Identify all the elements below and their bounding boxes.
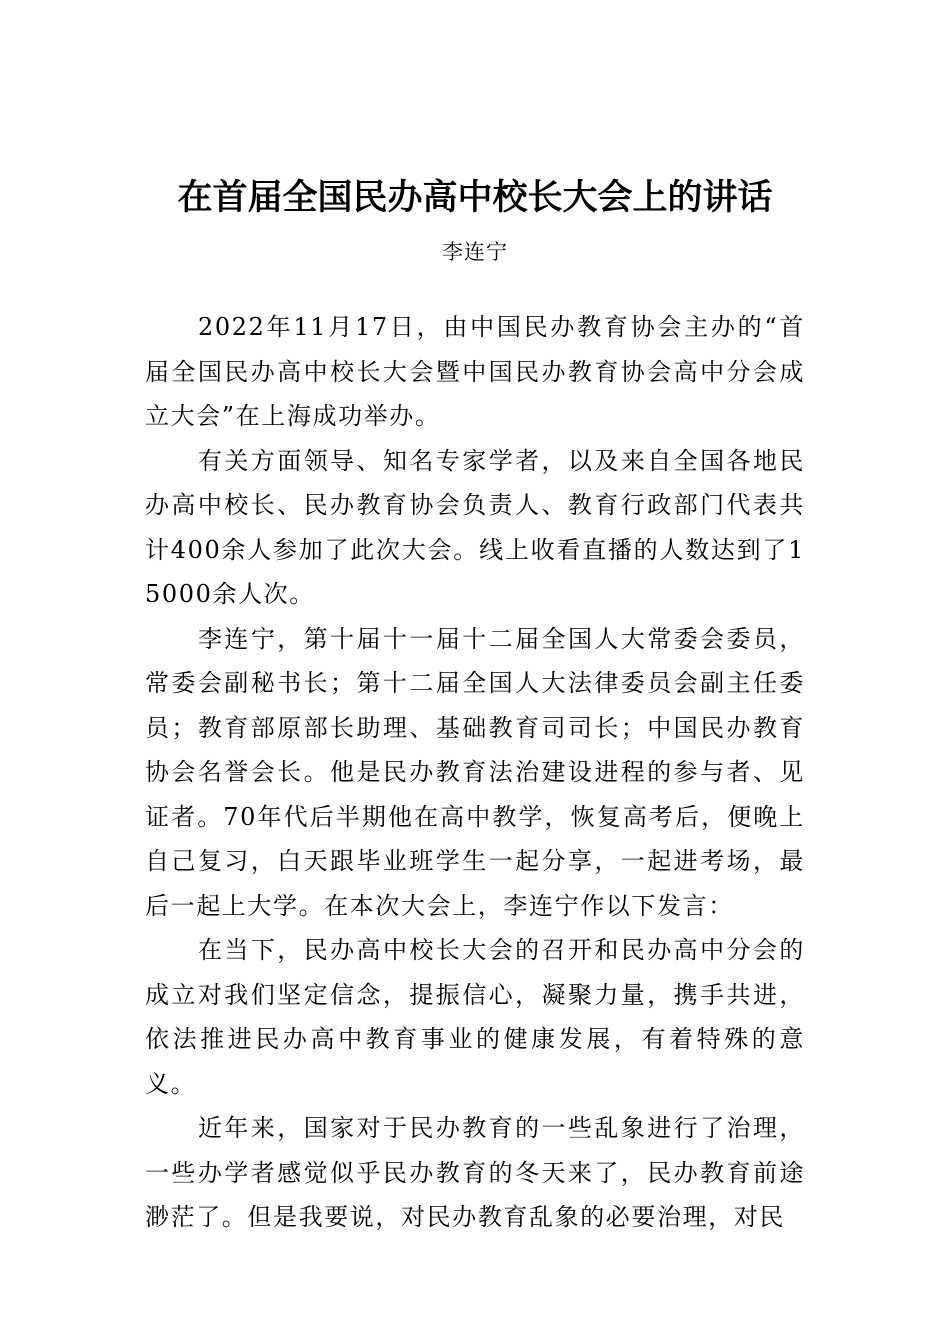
document-title: 在首届全国民办高中校长大会上的讲话 bbox=[177, 177, 773, 218]
paragraph-1: 2022年11月17日，由中国民办教育协会主办的“首届全国民办高中校长大会暨中国民办教育协会高中分会成立大会”在上海成功举办。 bbox=[145, 313, 805, 430]
paragraph-4: 在当下，民办高中校长大会的召开和民办高中分会的成立对我们坚定信念，提振信心，凝聚力量，携手共进，依法推进民办高中教育事业的健康发展，有着特殊的意义。 bbox=[145, 936, 805, 1098]
paragraph-2: 有关方面领导、知名专家学者，以及来自全国各地民办高中校长、民办教育协会负责人、教育行政部门代表共计400余人参加了此次大会。线上收看直播的人数达到了15000余人次。 bbox=[145, 446, 805, 608]
document-body bbox=[145, 305, 805, 1240]
document-author: 李连宁 bbox=[442, 240, 508, 264]
paragraph-3: 李连宁，第十届十一届十二届全国人大常委会委员，常委会副秘书长；第十二届全国人大法律委员会副主任委员；教育部原部长助理、基础教育司司长；中国民办教育协会名誉会长。他是民办教育法治建设进程的参与者、见证者。70年代后半期他在高中教学，恢复高考后，便晚上自己复习，白天跟毕业班学生一起分享，一起进考场，最后一起上大学。在本次大会上，李连宁作以下发言： bbox=[145, 624, 805, 920]
paragraph-5: 近年来，国家对于民办教育的一些乱象进行了治理，一些办学者感觉似乎民办教育的冬天来了，民办教育前途渺茫了。但是我要说，对民办教育乱象的必要治理，对民 bbox=[145, 1114, 805, 1231]
